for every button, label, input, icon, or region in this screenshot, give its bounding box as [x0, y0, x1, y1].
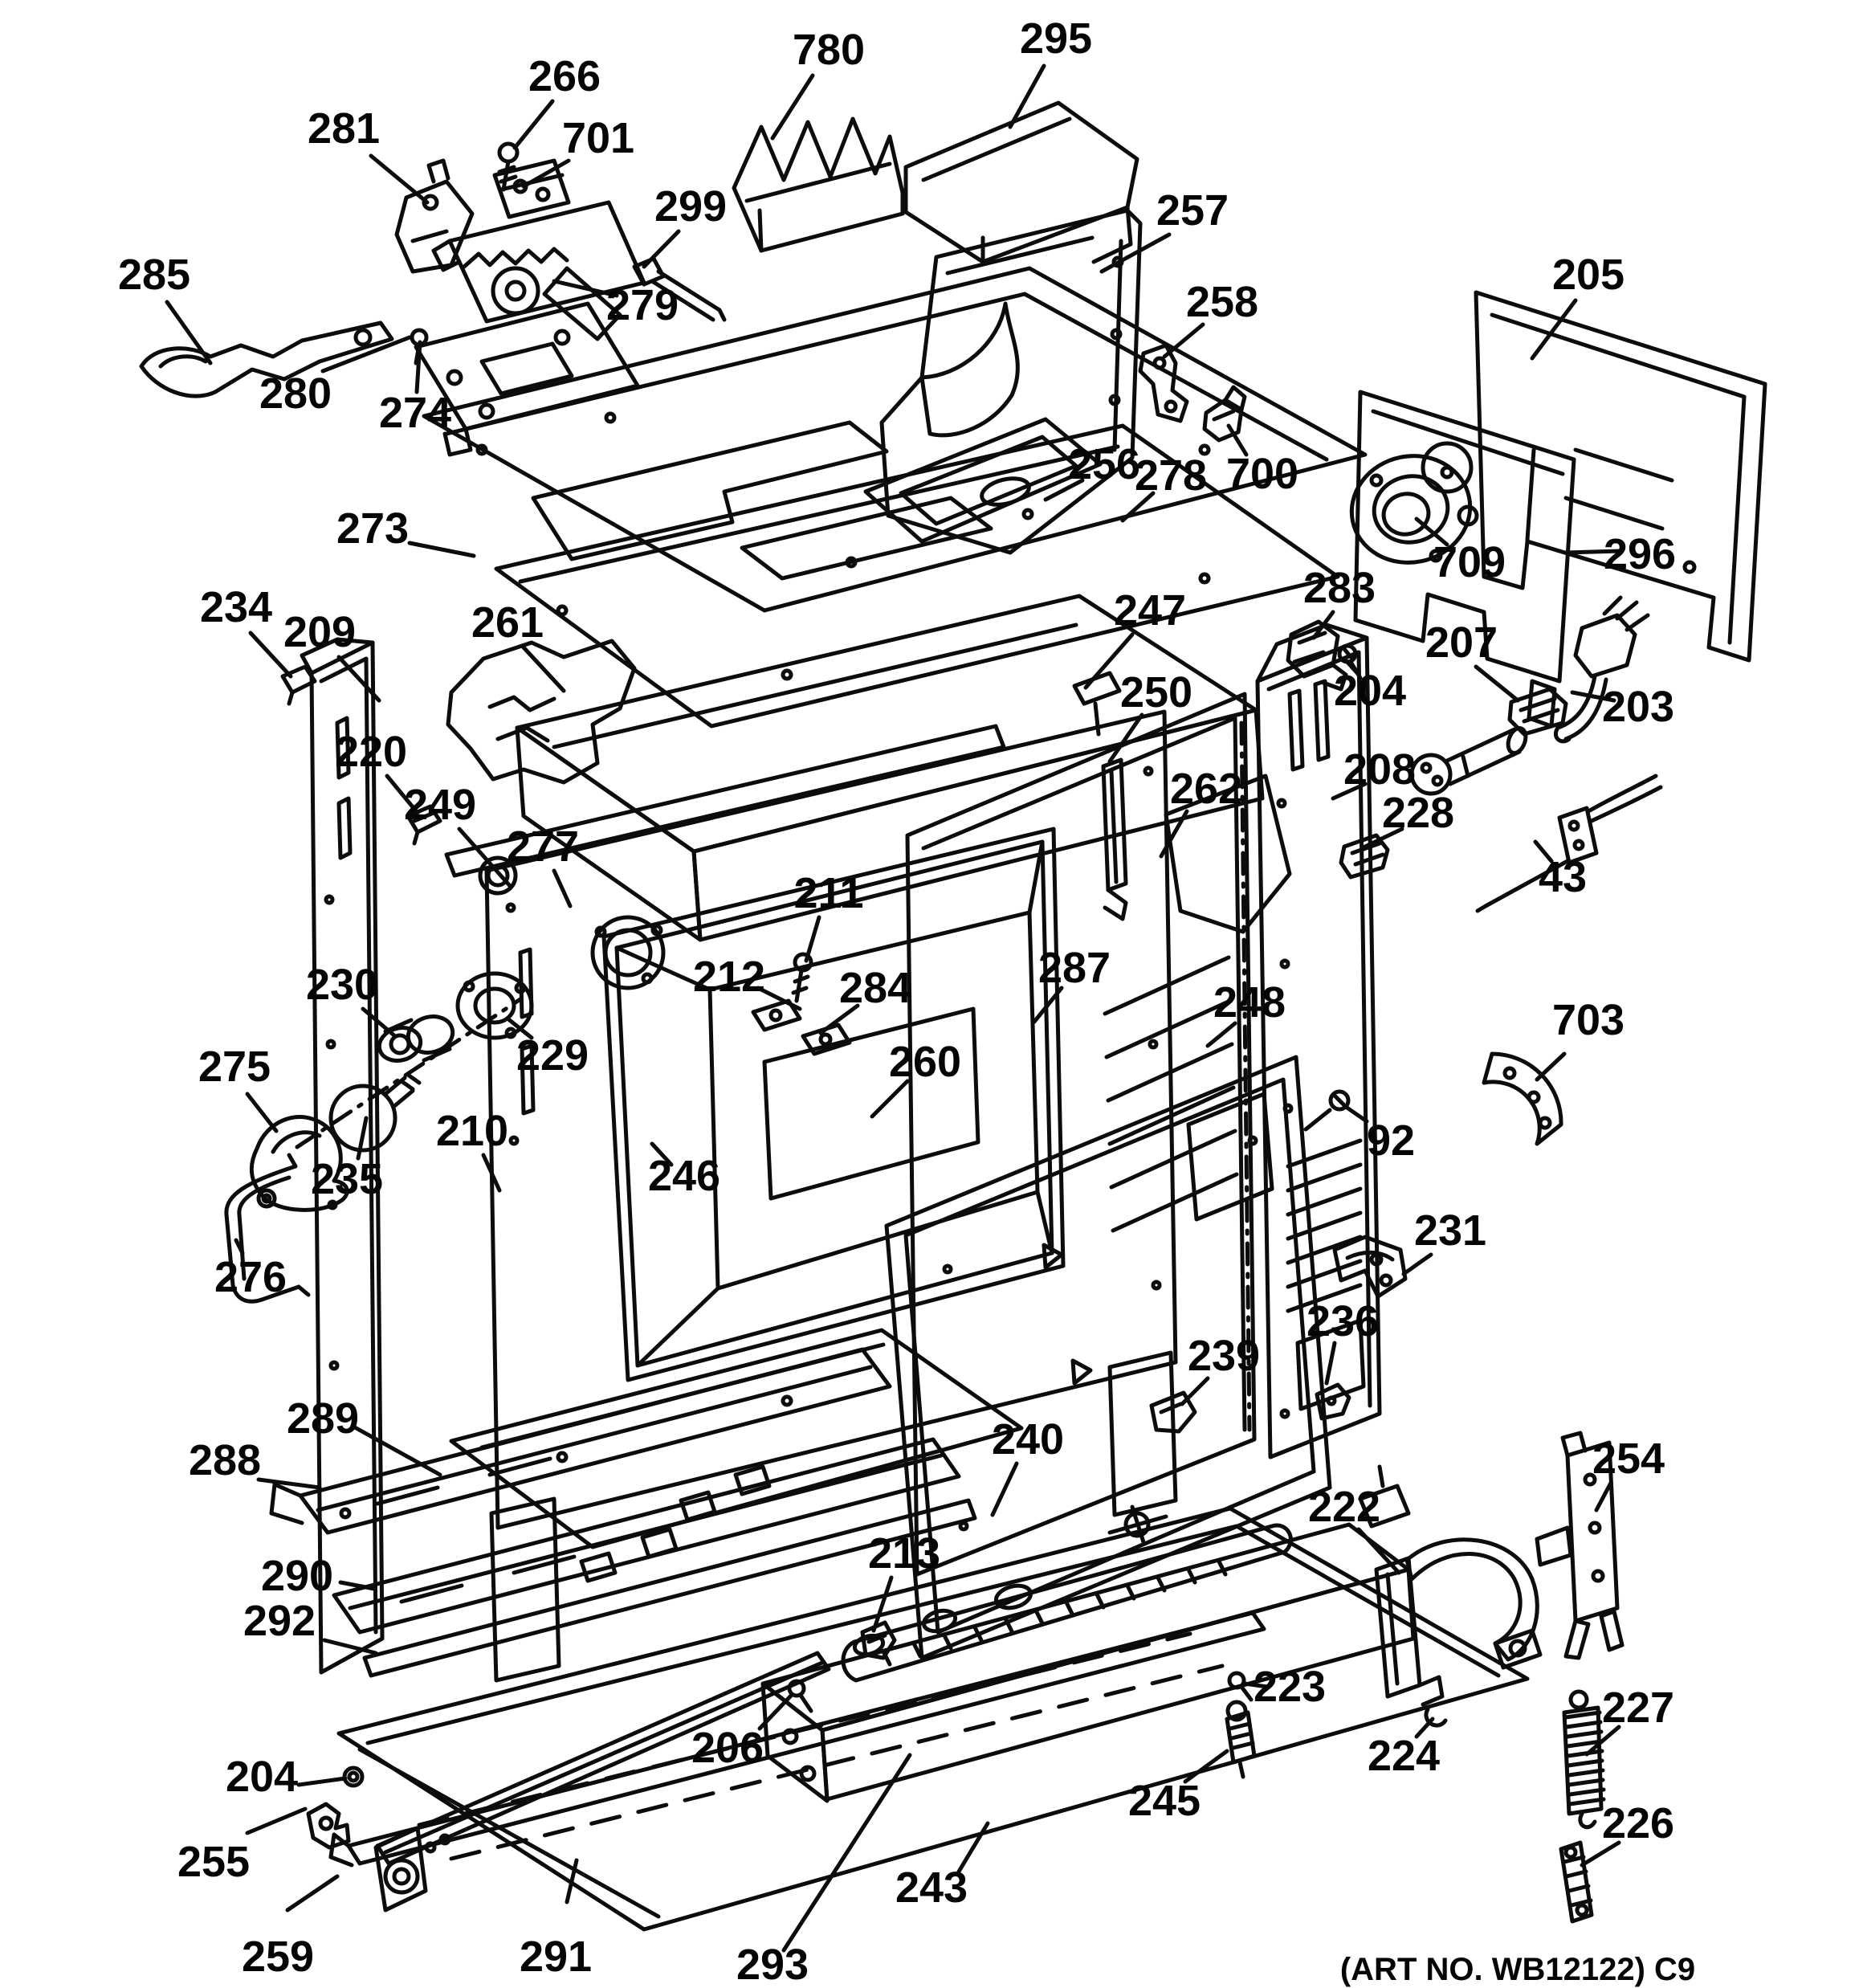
part-label-278: 278 [1134, 451, 1208, 500]
part-211-screw [793, 954, 811, 1001]
leader-line-277 [554, 871, 570, 906]
part-label-229: 229 [516, 1031, 589, 1080]
part-label-220: 220 [334, 728, 408, 776]
part-label-283: 283 [1302, 564, 1376, 612]
leader-line-211 [806, 917, 819, 961]
part-label-236: 236 [1306, 1297, 1380, 1345]
part-223-screw [1229, 1673, 1251, 1700]
part-label-239: 239 [1187, 1332, 1261, 1380]
part-label-262: 262 [1169, 765, 1243, 813]
part-label-246: 246 [647, 1152, 721, 1200]
part-label-207: 207 [1425, 618, 1498, 667]
part-label-281: 281 [307, 104, 381, 153]
part-label-709: 709 [1433, 538, 1506, 586]
part-250-bracket [1103, 760, 1126, 919]
part-label-288: 288 [188, 1436, 262, 1484]
part-204-nut-bottom [344, 1768, 362, 1786]
part-label-289: 289 [286, 1394, 360, 1443]
part-label-259: 259 [241, 1933, 315, 1981]
leader-line-289 [353, 1427, 440, 1475]
leader-line-222 [1359, 1529, 1399, 1573]
part-label-299: 299 [654, 182, 728, 231]
part-label-209: 209 [283, 608, 357, 656]
leader-line-240 [993, 1463, 1017, 1515]
part-label-248: 248 [1213, 978, 1286, 1027]
leader-line-281 [371, 156, 427, 202]
part-245-valve-screw [1227, 1702, 1254, 1777]
part-label-245: 245 [1127, 1777, 1201, 1825]
part-label-211: 211 [793, 869, 864, 917]
part-label-204b: 204 [225, 1753, 299, 1801]
part-label-701: 701 [561, 114, 635, 162]
part-label-240: 240 [991, 1415, 1065, 1463]
leader-line-285 [167, 302, 210, 363]
part-label-222: 222 [1307, 1483, 1381, 1531]
part-label-284: 284 [838, 964, 912, 1012]
part-228-clip [1341, 835, 1388, 877]
part-label-291: 291 [519, 1933, 593, 1981]
part-288-front-rail [271, 1349, 890, 1533]
leader-line-255 [247, 1809, 305, 1833]
part-label-285: 285 [117, 251, 191, 299]
leader-line-288 [259, 1480, 320, 1488]
part-label-249: 249 [403, 781, 477, 829]
part-label-293: 293 [736, 1941, 809, 1988]
part-label-204r: 204 [1333, 667, 1407, 715]
part-label-275: 275 [198, 1043, 271, 1091]
part-label-258: 258 [1185, 278, 1259, 326]
leader-line-703 [1537, 1054, 1564, 1080]
leader-line-275 [247, 1094, 276, 1131]
exploded-view-artwork [141, 103, 1765, 1929]
part-230-lamp-socket [376, 1012, 457, 1066]
part-label-256: 256 [1067, 440, 1141, 488]
part-label-276: 276 [214, 1253, 287, 1301]
part-287-rear-panel [907, 694, 1254, 1574]
part-label-206: 206 [691, 1724, 764, 1772]
part-label-292: 292 [243, 1597, 316, 1645]
part-label-243: 243 [895, 1863, 968, 1912]
part-205-heat-shield [1476, 292, 1765, 660]
part-label-228: 228 [1381, 789, 1455, 837]
leader-line-260 [872, 1081, 907, 1116]
leader-line-204b [299, 1778, 345, 1785]
part-label-261: 261 [471, 598, 544, 647]
part-label-273: 273 [336, 504, 410, 553]
part-label-43: 43 [1538, 853, 1588, 901]
part-label-274: 274 [378, 389, 452, 437]
part-label-255: 255 [177, 1838, 251, 1886]
part-label-205: 205 [1551, 251, 1625, 299]
leader-line-236 [1327, 1343, 1335, 1383]
part-261-insulation [448, 641, 634, 782]
part-label-224: 224 [1367, 1732, 1441, 1780]
part-label-213: 213 [867, 1529, 941, 1578]
part-label-223: 223 [1253, 1663, 1327, 1711]
part-label-296: 296 [1603, 530, 1677, 578]
art-number-note: (ART NO. WB12122) C9 [1339, 1952, 1696, 1987]
part-label-277: 277 [506, 823, 580, 871]
part-label-212: 212 [692, 953, 766, 1001]
leader-line-239 [1182, 1378, 1208, 1404]
part-92-screw [1306, 1092, 1348, 1129]
part-label-231: 231 [1413, 1206, 1487, 1255]
part-227-spring [1564, 1692, 1604, 1827]
part-label-703: 703 [1551, 996, 1625, 1044]
part-label-230: 230 [305, 961, 379, 1009]
part-label-234: 234 [199, 583, 273, 631]
part-label-287: 287 [1037, 944, 1111, 992]
part-label-266: 266 [528, 52, 601, 100]
leader-line-259 [287, 1876, 337, 1910]
leader-line-273 [410, 543, 474, 556]
part-label-235: 235 [310, 1155, 384, 1203]
part-igniter-plug [1412, 726, 1529, 794]
part-label-280: 280 [259, 369, 332, 418]
leader-line-231 [1404, 1255, 1431, 1274]
part-label-260: 260 [888, 1038, 962, 1086]
part-label-254: 254 [1592, 1435, 1665, 1483]
part-label-279: 279 [605, 281, 679, 329]
part-label-700: 700 [1225, 450, 1299, 498]
part-label-247: 247 [1113, 586, 1187, 635]
part-label-226: 226 [1601, 1799, 1675, 1847]
part-label-290: 290 [260, 1552, 334, 1600]
part-label-203: 203 [1601, 683, 1675, 731]
part-226-rod [1561, 1843, 1592, 1921]
part-780-spacer [734, 119, 903, 251]
leader-line-266 [515, 101, 552, 148]
part-label-250: 250 [1119, 668, 1193, 716]
leader-line-235 [358, 1118, 366, 1158]
leader-line-207 [1476, 667, 1518, 700]
part-label-295: 295 [1019, 14, 1093, 63]
part-label-780: 780 [792, 26, 866, 74]
part-label-257: 257 [1156, 186, 1229, 235]
part-label-208: 208 [1343, 745, 1417, 794]
leader-line-299 [644, 231, 679, 267]
part-label-227: 227 [1601, 1684, 1675, 1732]
part-label-92: 92 [1366, 1116, 1416, 1165]
part-label-210: 210 [435, 1107, 509, 1155]
leader-line-254 [1596, 1483, 1611, 1510]
